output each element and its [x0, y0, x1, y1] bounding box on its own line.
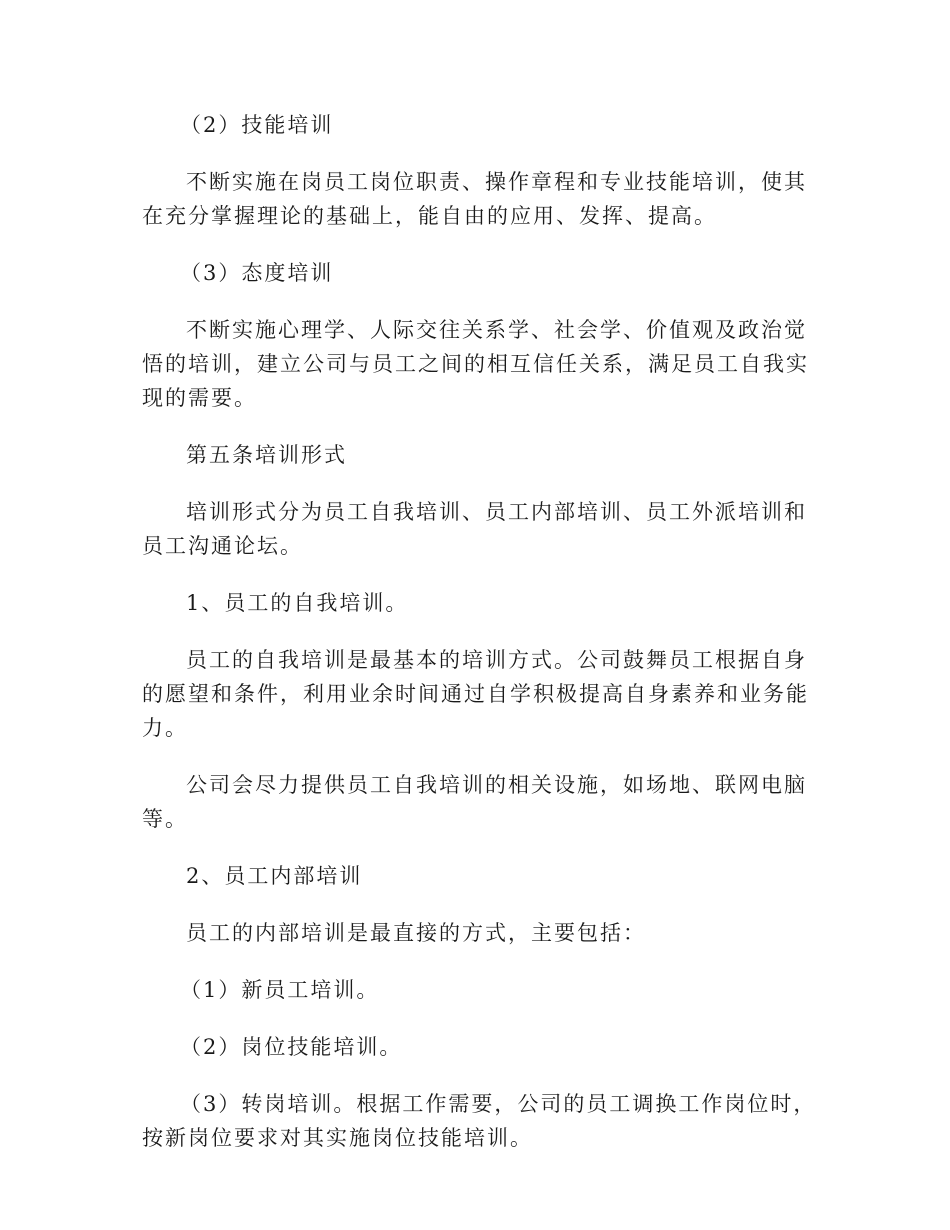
paragraph-attitude-training: 不断实施心理学、人际交往关系学、社会学、价值观及政治觉悟的培训，建立公司与员工之间的相互信任关系，满足员工自我实现的需要。 — [142, 318, 809, 410]
article-heading-training-forms: 第五条培训形式 — [186, 443, 347, 467]
document-body — [142, 108, 822, 1178]
list-item-position-skill: （2）岗位技能培训。 — [180, 1035, 403, 1059]
item-heading-self-training: 1、员工的自我培训。 — [186, 591, 409, 615]
list-item-new-employee: （1）新员工培训。 — [180, 978, 380, 1002]
paragraph-internal-training: 员工的内部培训是最直接的方式，主要包括： — [186, 921, 646, 945]
subheading-attitude-training: （3）态度培训 — [180, 261, 334, 285]
paragraph-training-forms: 培训形式分为员工自我培训、员工内部培训、员工外派培训和员工沟通论坛。 — [142, 500, 807, 558]
subheading-skill-training: （2）技能培训 — [180, 113, 334, 137]
list-item-transfer-training: （3）转岗培训。根据工作需要，公司的员工调换工作岗位时，按新岗位要求对其实施岗位技能培训。 — [142, 1092, 817, 1150]
paragraph-self-training-facilities: 公司会尽力提供员工自我培训的相关设施，如场地、联网电脑等。 — [142, 773, 807, 831]
paragraph-skill-training: 不断实施在岗员工岗位职责、操作章程和专业技能培训，使其在充分掌握理论的基础上，能自由的应用、发挥、提高。 — [142, 170, 807, 228]
paragraph-self-training: 员工的自我培训是最基本的培训方式。公司鼓舞员工根据自身的愿望和条件，利用业余时间通过自学积极提高自身素养和业务能力。 — [142, 648, 809, 740]
item-heading-internal-training: 2、员工内部培训 — [186, 864, 363, 888]
